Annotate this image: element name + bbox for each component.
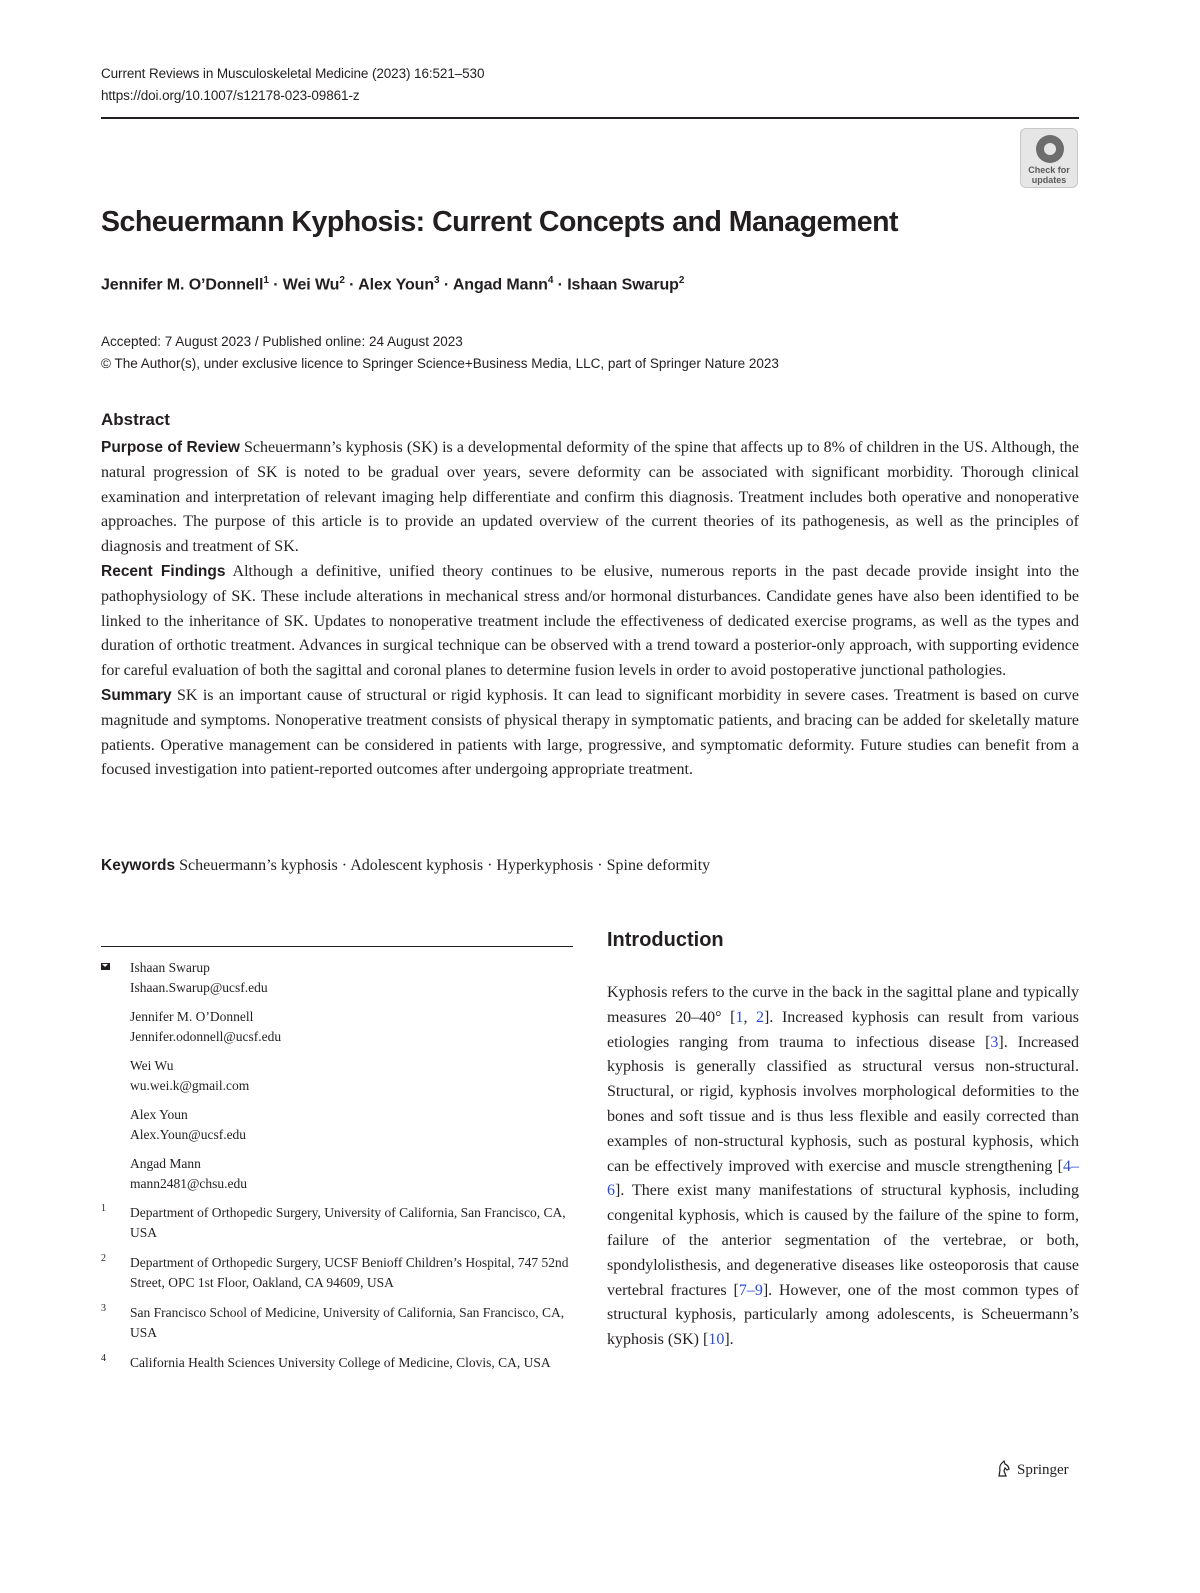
intro-text: ]. Increased kyphosis is generally classified as structural versus non-structural. Structural, or rigid, kyphosis involves morphological deformities to the bones and soft tissue and is thus less flexible and easily corrected than examples of non-structural kyphosis, such as postural kyphosis, which can be effectively improved with exercise and muscle strengthening [ [607,1033,1079,1175]
abstract-heading: Abstract [101,410,170,429]
affiliation-number: 1 [101,1203,106,1214]
contact-email[interactable]: Alex.Youn@ucsf.edu [130,1126,247,1142]
doi-link[interactable]: https://doi.org/10.1007/s12178-023-09861-z [101,88,360,103]
author-name[interactable]: Ishaan Swarup [567,276,679,294]
affiliation-number: 4 [101,1353,106,1364]
findings-text: Although a definitive, unified theory continues to be elusive, numerous reports in the past decade provide insight into the pathophysiology of SK. These include alterations in mechanical stress and/or hormonal disturbances. Candidate genes have also been identified to be linked to the inheritance of SK. Updates to nonoperative treatment include the effectiveness of dedicated exercise programs, as well as the types and duration of orthotic treatment. Advances in surgical technique can be observed with a trend toward a posterior-only approach, with supporting evidence for careful evaluation of both the sagittal and coronal planes to determine fusion levels in order to avoid postoperative junctional pathologies. [101,562,1079,680]
contact-name: Alex Youn [130,1107,188,1122]
contact-email[interactable]: wu.wei.k@gmail.com [130,1077,250,1093]
intro-text: ]. [724,1331,734,1349]
contact-entry [101,1154,573,1193]
affiliation-entry [101,1203,573,1243]
author-separator: · [344,276,359,294]
article-title: Scheuermann Kyphosis: Current Concepts and Management [101,206,898,238]
author-name[interactable]: Jennifer M. O’Donnell [101,276,264,294]
affiliation-entry [101,1253,573,1293]
affiliation-text: San Francisco School of Medicine, University of California, San Francisco, CA, USA [130,1305,565,1340]
citation-link[interactable]: 7–9 [738,1281,763,1299]
citation-link[interactable]: 10 [708,1331,725,1349]
envelope-icon [101,963,110,970]
affiliation-text: California Health Sciences University College of Medicine, Clovis, CA, USA [130,1355,551,1370]
abstract-findings [101,560,1079,684]
intro-text: ]. However, one of the most common types of structural kyphosis, particularly among adolescents, is Scheuermann’s kyphosis (SK) [ [607,1281,1080,1349]
publisher-footer [995,1460,1069,1483]
author-list [101,275,684,294]
author-affiliation-number: 3 [434,275,440,286]
contact-email[interactable]: mann2481@chsu.edu [130,1175,248,1191]
keywords-text: Scheuermann’s kyphosis · Adolescent kyphosis · Hyperkyphosis · Spine deformity [179,857,711,874]
author-affiliation-number: 2 [339,275,345,286]
springer-horse-icon [995,1460,1013,1483]
author-separator: · [439,276,453,294]
contact-name: Jennifer M. O’Donnell [130,1009,254,1024]
introduction-body [607,981,1079,1353]
contact-entry [101,958,573,997]
author-name[interactable]: Wei Wu [282,276,340,294]
intro-text: Kyphosis refers to the curve in the back in the sagittal plane and typically measures 20–40° [ [607,984,1079,1026]
contact-entry [101,1056,573,1095]
intro-text: ]. Increased kyphosis can result from various etiologies ranging from trauma to infectious disease [ [607,1008,1080,1051]
affiliation-number: 2 [101,1253,106,1264]
citation-link[interactable]: 1 [735,1008,744,1026]
purpose-label: Purpose of Review [101,439,240,456]
author-affiliation-number: 4 [547,275,554,286]
journal-citation: Current Reviews in Musculoskeletal Medicine (2023) 16:521–530 [101,66,485,81]
abstract-body [101,436,1079,783]
affiliation-entry [101,1353,573,1373]
introduction-paragraph [607,981,1079,1353]
author-contacts [101,958,573,1383]
keywords-label: Keywords [101,857,176,874]
check-for-updates-badge[interactable] [1020,128,1078,188]
affiliation-text: Department of Orthopedic Surgery, University of California, San Francisco, CA, USA [130,1205,566,1240]
contact-email[interactable]: Ishaan.Swarup@ucsf.edu [130,979,268,995]
author-affiliation-number: 1 [263,275,269,286]
author-name[interactable]: Alex Youn [358,276,435,294]
citation-link[interactable]: 2 [756,1008,765,1026]
publisher-name: Springer [1017,1462,1069,1478]
check-for-updates-label: Check for updates [1028,165,1070,185]
affiliation-text: Department of Orthopedic Surgery, UCSF Benioff Children’s Hospital, 747 52nd Street, OPC 1st Floor, Oakland, CA 94609, USA [130,1255,569,1290]
contact-entry [101,1105,573,1144]
contact-name: Ishaan Swarup [130,960,210,975]
introduction-heading: Introduction [607,929,724,951]
findings-label: Recent Findings [101,562,226,580]
crossmark-icon [1036,135,1064,163]
header-divider [101,117,1079,119]
copyright-notice: © The Author(s), under exclusive licence to Springer Science+Business Media, LLC, part of Springer Nature 2023 [101,356,779,371]
keywords [101,857,710,875]
author-affiliation-number: 2 [678,275,685,286]
citation-link[interactable]: 4–6 [607,1157,1079,1200]
intro-text: ]. There exist many manifestations of structural kyphosis, including congenital kyphosis, which is caused by the failure of the spine to form, failure of the anterior segmentation of the vertebrae, or both, spondylolisthesis, and degenerative diseases like osteoporosis that cause vertebral fractures [ [607,1182,1079,1299]
summary-label: Summary [101,686,172,704]
affiliation-number: 3 [101,1303,106,1314]
affiliation-entry [101,1303,573,1343]
purpose-text: Scheuermann’s kyphosis (SK) is a developmental deformity of the spine that affects up to 8% of children in the US. Although, the natural progression of SK is noted to be gradual over years, severe deformity can be associated with significant morbidity. Thorough clinical examination and interpretation of relevant imaging help differentiate and confirm this diagnosis. Treatment includes both operative and nonoperative approaches. The purpose of this article is to provide an updated overview of the current theories of its pathogenesis, as well as the principles of diagnosis and treatment of SK. [101,439,1080,556]
citation-link[interactable]: 3 [990,1033,999,1051]
abstract-summary [101,684,1079,783]
footnote-divider [101,946,573,947]
intro-text: , [743,1008,757,1026]
summary-text: SK is an important cause of structural or rigid kyphosis. It can lead to significant morbidity in severe cases. Treatment is based on curve magnitude and symptoms. Nonoperative treatment consists of physical therapy in symptomatic patients, and bracing can be added for skeletally mature patients. Operative management can be considered in patients with large, progressive, and symptomatic deformity. Future studies can benefit from a focused investigation into patient-reported outcomes after undergoing appropriate treatment. [101,686,1080,779]
contact-email[interactable]: Jennifer.odonnell@ucsf.edu [130,1028,282,1044]
author-separator: · [553,276,568,294]
abstract-purpose [101,436,1079,560]
publication-dates: Accepted: 7 August 2023 / Published online: 24 August 2023 [101,334,463,349]
contact-name: Wei Wu [130,1058,174,1073]
author-separator: · [268,276,283,294]
contact-entry [101,1007,573,1046]
author-name[interactable]: Angad Mann [452,276,548,294]
contact-name: Angad Mann [130,1156,201,1171]
